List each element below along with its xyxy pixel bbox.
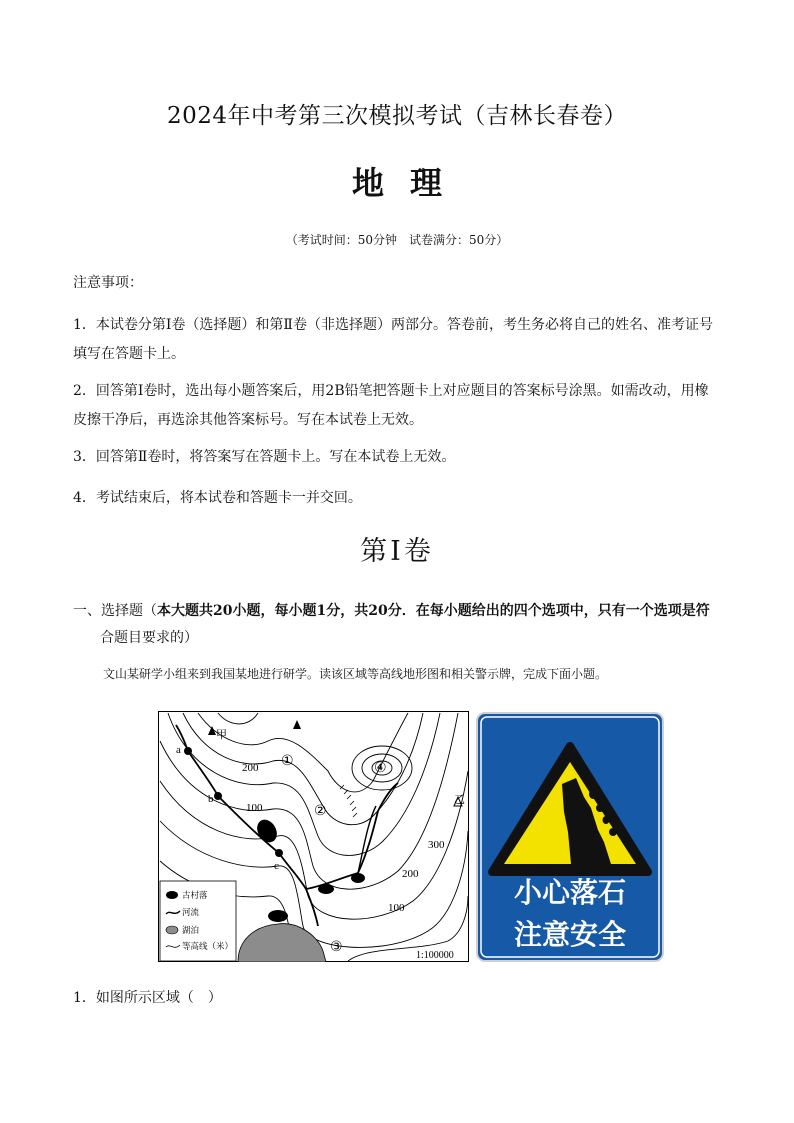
notice-heading: 注意事项： (73, 275, 143, 291)
legend-lake: 湖泊 (182, 926, 200, 936)
label-100-left: 100 (246, 802, 263, 814)
region-1: ① (281, 753, 294, 769)
warning-sign (476, 712, 664, 962)
contour-map (158, 711, 469, 962)
notice-item-2-cont: 皮擦干净后，再选涂其他答案标号。写在本试卷上无效。 (73, 412, 423, 428)
legend-contour: 等高线（米） (182, 942, 234, 952)
section-heading (73, 597, 728, 626)
label-b: b (208, 793, 214, 805)
section-instructions: 本大题共20小题，每小题1分，共20分．在每小题给出的四个选项中，只有一个选项是符 (157, 603, 710, 619)
region-4: ④ (374, 760, 387, 776)
contour-map-svg (158, 711, 469, 962)
label-300: 300 (428, 839, 445, 851)
section-heading-cont: 合题目要求的） (100, 630, 198, 646)
warning-sign-svg (476, 712, 664, 962)
subject-title: 地理 (351, 164, 468, 202)
notice-item-1-cont: 填写在答题卡上。 (73, 346, 185, 362)
question-1: 1．如图所示区域（ ） (73, 990, 222, 1006)
label-a: a (176, 744, 181, 756)
scale-label: 1:100000 (416, 950, 454, 961)
question-intro: 文山某研学小组来到我国某地进行研学。读该区域等高线地形图和相关警示牌，完成下面小题。 (103, 667, 608, 681)
region-2: ② (314, 803, 327, 819)
label-c: c (274, 860, 279, 872)
label-200-left: 200 (242, 762, 259, 774)
volume-heading: 第Ⅰ卷 (360, 536, 434, 567)
notice-item-2: 2．回答第Ⅰ卷时，选出每小题答案后，用2B铅笔把答题卡上对应题目的答案标号涂黑。如需改动，用橡 (73, 383, 709, 399)
label-200-right: 200 (402, 868, 419, 880)
legend-river: 河流 (182, 908, 200, 918)
notice-item-4: 4．考试结束后，将本试卷和答题卡一并交回。 (73, 490, 362, 506)
label-jia: 甲 (216, 729, 227, 741)
notice-item-3: 3．回答第Ⅱ卷时，将答案写在答题卡上。写在本试卷上无效。 (73, 449, 456, 465)
page-title: 2024年中考第三次模拟考试（吉林长春卷） (166, 103, 628, 129)
label-100-right: 100 (388, 902, 405, 914)
notice-item-1: 1．本试卷分第Ⅰ卷（选择题）和第Ⅱ卷（非选择题）两部分。答卷前，考生务必将自己的姓名、准考证号 (73, 317, 713, 333)
region-3: ③ (330, 939, 343, 955)
section-prefix: 一、选择题（ (73, 603, 157, 619)
sign-line-2: 注意安全 (513, 918, 627, 951)
label-yi: 乙 (454, 794, 465, 806)
legend-village: 古村落 (182, 891, 208, 901)
sign-line-1: 小心落石 (513, 876, 627, 909)
exam-info: （考试时间：50分钟 试卷满分：50分） (285, 233, 509, 247)
